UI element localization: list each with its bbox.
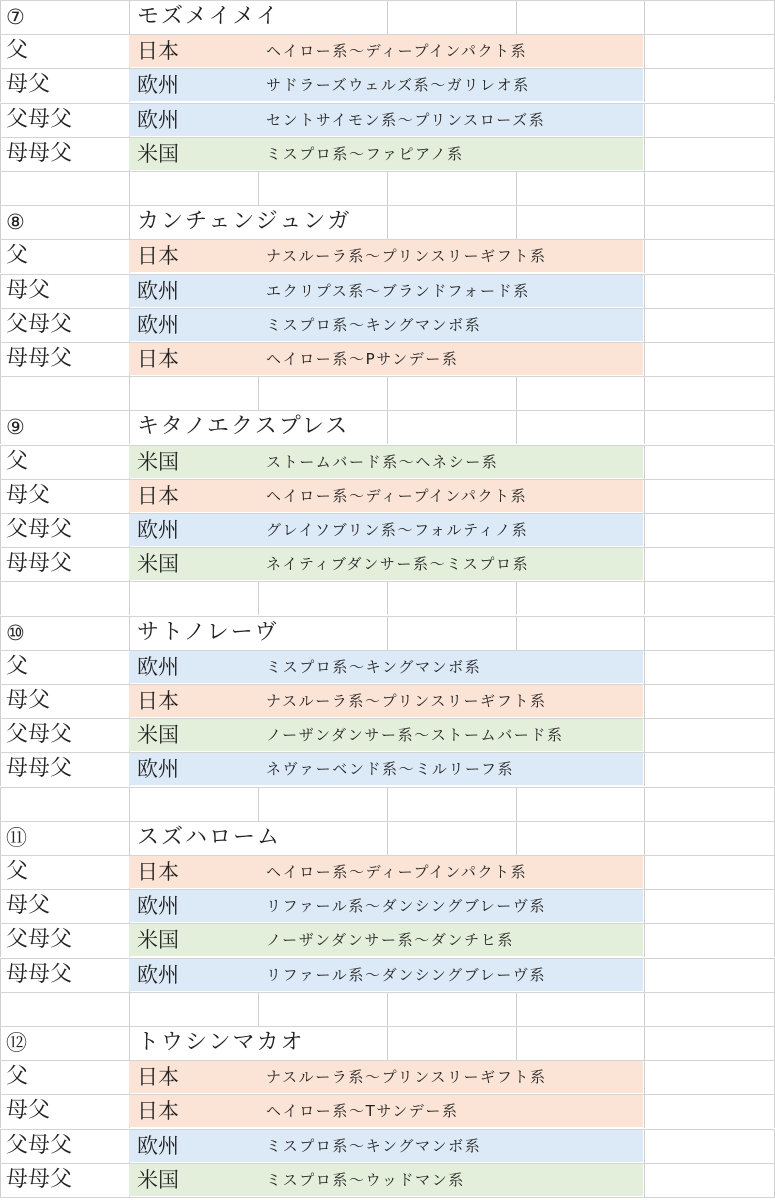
sire-line-label[interactable]: リファール系～ダンシングブレーヴ系 bbox=[266, 966, 547, 984]
grid-line bbox=[0, 171, 1, 205]
grid-line bbox=[0, 445, 1, 479]
row-border bbox=[0, 445, 775, 446]
sire-line-label[interactable]: ナスルーラ系～プリンスリーギフト系 bbox=[266, 247, 547, 265]
grid-line bbox=[0, 718, 1, 752]
row-border bbox=[0, 479, 775, 480]
grid-line bbox=[644, 855, 645, 889]
region-label[interactable]: 欧州 bbox=[137, 1134, 179, 1158]
row-border bbox=[0, 171, 775, 172]
horse-header-row[interactable] bbox=[0, 410, 775, 444]
grid-line bbox=[0, 1026, 1, 1060]
grid-line bbox=[129, 616, 130, 650]
grid-line bbox=[644, 787, 645, 821]
role-label[interactable]: 父母父 bbox=[6, 1133, 73, 1158]
grid-line bbox=[516, 410, 517, 444]
horse-number[interactable]: ⑧ bbox=[6, 210, 25, 234]
horse-name[interactable]: サトノレーヴ bbox=[137, 620, 279, 645]
row-border bbox=[0, 1197, 775, 1198]
region-label[interactable]: 米国 bbox=[137, 552, 179, 576]
grid-line bbox=[129, 1026, 130, 1060]
pedigree-row[interactable] bbox=[0, 889, 775, 923]
grid-line bbox=[644, 650, 645, 684]
grid-line bbox=[0, 752, 1, 786]
grid-line bbox=[0, 103, 1, 137]
sire-line-label[interactable]: ヘイロー系～ディープインパクト系 bbox=[266, 863, 528, 881]
row-border bbox=[0, 581, 775, 582]
region-label[interactable]: 米国 bbox=[137, 723, 179, 747]
row-border bbox=[0, 889, 775, 890]
region-label[interactable]: 米国 bbox=[137, 928, 179, 952]
grid-line bbox=[0, 787, 1, 821]
sire-line-label[interactable]: グレイソブリン系～フォルティノ系 bbox=[266, 521, 529, 539]
grid-line bbox=[644, 171, 645, 205]
horse-number[interactable]: ⑩ bbox=[6, 621, 25, 645]
region-label[interactable]: 米国 bbox=[137, 142, 179, 166]
empty-row[interactable] bbox=[0, 992, 775, 1026]
region-label[interactable]: 日本 bbox=[137, 244, 179, 268]
row-border bbox=[0, 34, 775, 35]
row-border bbox=[0, 958, 775, 959]
row-border bbox=[0, 547, 775, 548]
grid-line bbox=[516, 992, 517, 1026]
sire-line-label[interactable]: ナスルーラ系～プリンスリーギフト系 bbox=[266, 692, 547, 710]
row-border bbox=[0, 616, 775, 617]
region-label[interactable]: 日本 bbox=[137, 484, 179, 508]
grid-line bbox=[0, 376, 1, 410]
role-label[interactable]: 母母父 bbox=[6, 551, 73, 576]
horse-name[interactable]: スズハローム bbox=[137, 825, 282, 850]
grid-line bbox=[0, 650, 1, 684]
empty-row[interactable] bbox=[0, 787, 775, 821]
row-border bbox=[0, 684, 775, 685]
role-label[interactable]: 父母父 bbox=[6, 517, 73, 542]
pedigree-row[interactable] bbox=[0, 1163, 775, 1197]
grid-line bbox=[129, 171, 130, 205]
grid-line bbox=[644, 992, 645, 1026]
region-label[interactable]: 日本 bbox=[137, 1099, 179, 1123]
pedigree-row[interactable] bbox=[0, 239, 775, 273]
pedigree-row[interactable] bbox=[0, 752, 775, 786]
pedigree-row[interactable] bbox=[0, 684, 775, 718]
sire-line-label[interactable]: サドラーズウェルズ系～ガリレオ系 bbox=[266, 76, 530, 94]
grid-line bbox=[387, 1026, 388, 1060]
horse-header-row[interactable] bbox=[0, 821, 775, 855]
row-border bbox=[0, 274, 775, 275]
region-label[interactable]: 日本 bbox=[137, 1065, 179, 1089]
role-label[interactable]: 母父 bbox=[6, 688, 51, 713]
row-border bbox=[0, 239, 775, 240]
grid-line bbox=[644, 513, 645, 547]
role-label[interactable]: 母父 bbox=[6, 893, 51, 918]
grid-line bbox=[644, 479, 645, 513]
row-border bbox=[0, 103, 775, 104]
pedigree-row[interactable] bbox=[0, 958, 775, 992]
row-border bbox=[0, 1129, 775, 1130]
grid-line bbox=[516, 581, 517, 615]
role-label[interactable]: 父 bbox=[6, 38, 29, 63]
grid-line bbox=[0, 479, 1, 513]
grid-line bbox=[644, 239, 645, 273]
grid-line bbox=[644, 103, 645, 137]
region-label[interactable]: 米国 bbox=[137, 450, 179, 474]
horse-number[interactable]: ⑫ bbox=[6, 1031, 27, 1055]
horse-header-row[interactable] bbox=[0, 1026, 775, 1060]
grid-line bbox=[644, 445, 645, 479]
grid-line bbox=[0, 1094, 1, 1128]
sire-line-label[interactable]: ヘイロー系～ディープインパクト系 bbox=[266, 42, 528, 60]
grid-line bbox=[644, 1060, 645, 1094]
grid-line bbox=[0, 923, 1, 957]
pedigree-row[interactable] bbox=[0, 342, 775, 376]
region-label[interactable]: 欧州 bbox=[137, 655, 179, 679]
row-border bbox=[0, 718, 775, 719]
sire-line-label[interactable]: ミスプロ系～キングマンボ系 bbox=[266, 658, 482, 676]
grid-line bbox=[516, 376, 517, 410]
grid-line bbox=[644, 616, 645, 650]
role-label[interactable]: 父 bbox=[6, 859, 29, 884]
row-border bbox=[0, 342, 775, 343]
grid-line bbox=[258, 581, 259, 615]
role-label[interactable]: 父母父 bbox=[6, 107, 73, 132]
grid-line bbox=[0, 0, 1, 34]
pedigree-row[interactable] bbox=[0, 650, 775, 684]
row-border bbox=[0, 513, 775, 514]
role-label[interactable]: 父母父 bbox=[6, 722, 73, 747]
grid-line bbox=[516, 787, 517, 821]
grid-line bbox=[0, 684, 1, 718]
grid-line bbox=[644, 889, 645, 923]
region-label[interactable]: 日本 bbox=[137, 860, 179, 884]
role-label[interactable]: 父 bbox=[6, 1064, 29, 1089]
grid-line bbox=[258, 376, 259, 410]
row-border bbox=[0, 376, 775, 377]
sire-line-label[interactable]: ストームバード系～ヘネシー系 bbox=[266, 453, 499, 471]
grid-line bbox=[0, 239, 1, 273]
region-label[interactable]: 欧州 bbox=[137, 894, 179, 918]
grid-line bbox=[129, 0, 130, 34]
grid-line bbox=[0, 308, 1, 342]
horse-header-row[interactable] bbox=[0, 616, 775, 650]
pedigree-row[interactable] bbox=[0, 923, 775, 957]
grid-line bbox=[644, 1129, 645, 1163]
grid-line bbox=[644, 137, 645, 171]
grid-line bbox=[644, 581, 645, 615]
region-label[interactable]: 欧州 bbox=[137, 279, 179, 303]
grid-line bbox=[644, 205, 645, 239]
grid-line bbox=[644, 342, 645, 376]
grid-line bbox=[516, 171, 517, 205]
sire-line-label[interactable]: ノーザンダンサー系～ダンチヒ系 bbox=[266, 931, 514, 949]
sire-line-label[interactable]: リファール系～ダンシングブレーヴ系 bbox=[266, 897, 547, 915]
empty-row[interactable] bbox=[0, 581, 775, 615]
empty-row[interactable] bbox=[0, 171, 775, 205]
region-label[interactable]: 日本 bbox=[137, 689, 179, 713]
row-border bbox=[0, 752, 775, 753]
grid-line bbox=[516, 821, 517, 855]
sire-line-label[interactable]: ミスプロ系～ファピアノ系 bbox=[266, 145, 464, 163]
row-border bbox=[0, 0, 775, 1]
grid-line bbox=[129, 205, 130, 239]
horse-number[interactable]: ⑦ bbox=[6, 5, 25, 29]
grid-line bbox=[129, 787, 130, 821]
horse-name[interactable]: トウシンマカオ bbox=[137, 1030, 305, 1055]
grid-line bbox=[0, 821, 1, 855]
grid-line bbox=[387, 171, 388, 205]
role-label[interactable]: 父 bbox=[6, 243, 29, 268]
grid-line bbox=[387, 376, 388, 410]
grid-line bbox=[129, 992, 130, 1026]
grid-line bbox=[0, 855, 1, 889]
grid-line bbox=[644, 376, 645, 410]
grid-line bbox=[0, 342, 1, 376]
grid-line bbox=[0, 992, 1, 1026]
grid-line bbox=[644, 684, 645, 718]
grid-line bbox=[644, 923, 645, 957]
pedigree-row[interactable] bbox=[0, 34, 775, 68]
grid-line bbox=[387, 205, 388, 239]
grid-line bbox=[644, 1163, 645, 1197]
grid-line bbox=[387, 616, 388, 650]
role-label[interactable]: 母母父 bbox=[6, 1167, 73, 1192]
horse-name[interactable]: キタノエクスプレス bbox=[137, 414, 350, 439]
grid-line bbox=[0, 1060, 1, 1094]
grid-line bbox=[129, 410, 130, 444]
sire-line-label[interactable]: ナスルーラ系～プリンスリーギフト系 bbox=[266, 1068, 547, 1086]
sire-line-label[interactable]: ネヴァーベンド系～ミルリーフ系 bbox=[266, 760, 515, 778]
row-border bbox=[0, 410, 775, 411]
grid-line bbox=[0, 137, 1, 171]
role-label[interactable]: 母母父 bbox=[6, 141, 73, 166]
role-label[interactable]: 母母父 bbox=[6, 756, 73, 781]
grid-line bbox=[644, 958, 645, 992]
grid-line bbox=[516, 1026, 517, 1060]
grid-line bbox=[644, 1026, 645, 1060]
grid-line bbox=[644, 34, 645, 68]
grid-line bbox=[0, 513, 1, 547]
grid-line bbox=[516, 205, 517, 239]
grid-line bbox=[387, 0, 388, 34]
grid-line bbox=[644, 752, 645, 786]
grid-line bbox=[644, 308, 645, 342]
sire-line-label[interactable]: ヘイロー系～Pサンデー系 bbox=[266, 350, 459, 368]
role-label[interactable]: 母母父 bbox=[6, 962, 73, 987]
grid-line bbox=[0, 581, 1, 615]
grid-line bbox=[387, 410, 388, 444]
grid-line bbox=[644, 821, 645, 855]
grid-line bbox=[129, 376, 130, 410]
grid-line bbox=[0, 1163, 1, 1197]
region-label[interactable]: 欧州 bbox=[137, 963, 179, 987]
horse-header-row[interactable] bbox=[0, 0, 775, 34]
region-label[interactable]: 欧州 bbox=[137, 757, 179, 781]
sire-line-label[interactable]: ヘイロー系～ディープインパクト系 bbox=[266, 487, 528, 505]
pedigree-row[interactable] bbox=[0, 68, 775, 102]
grid-line bbox=[0, 547, 1, 581]
grid-line bbox=[258, 787, 259, 821]
row-border bbox=[0, 923, 775, 924]
region-label[interactable]: 欧州 bbox=[137, 108, 179, 132]
role-label[interactable]: 母父 bbox=[6, 1098, 51, 1123]
role-label[interactable]: 父 bbox=[6, 654, 29, 679]
region-label[interactable]: 米国 bbox=[137, 1168, 179, 1192]
sire-line-label[interactable]: ミスプロ系～ウッドマン系 bbox=[266, 1171, 465, 1189]
grid-line bbox=[129, 821, 130, 855]
region-label[interactable]: 日本 bbox=[137, 347, 179, 371]
role-label[interactable]: 父母父 bbox=[6, 312, 73, 337]
grid-line bbox=[387, 992, 388, 1026]
pedigree-row[interactable] bbox=[0, 445, 775, 479]
region-label[interactable]: 欧州 bbox=[137, 313, 179, 337]
sire-line-label[interactable]: ネイティブダンサー系～ミスプロ系 bbox=[266, 555, 530, 573]
region-label[interactable]: 日本 bbox=[137, 39, 179, 63]
grid-line bbox=[0, 274, 1, 308]
pedigree-row[interactable] bbox=[0, 479, 775, 513]
grid-line bbox=[0, 410, 1, 444]
grid-line bbox=[644, 1094, 645, 1128]
grid-line bbox=[387, 787, 388, 821]
pedigree-row[interactable] bbox=[0, 1060, 775, 1094]
grid-line bbox=[516, 0, 517, 34]
grid-line bbox=[0, 889, 1, 923]
sire-line-label[interactable]: セントサイモン系～プリンスローズ系 bbox=[266, 111, 546, 129]
row-border bbox=[0, 787, 775, 788]
grid-line bbox=[0, 205, 1, 239]
role-label[interactable]: 母父 bbox=[6, 278, 51, 303]
grid-line bbox=[0, 1129, 1, 1163]
row-border bbox=[0, 1026, 775, 1027]
pedigree-row[interactable] bbox=[0, 513, 775, 547]
row-border bbox=[0, 821, 775, 822]
row-border bbox=[0, 1163, 775, 1164]
role-label[interactable]: 父 bbox=[6, 449, 29, 474]
horse-number[interactable]: ⑪ bbox=[6, 826, 27, 850]
row-border bbox=[0, 68, 775, 69]
grid-line bbox=[644, 410, 645, 444]
grid-line bbox=[0, 34, 1, 68]
row-border bbox=[0, 308, 775, 309]
grid-line bbox=[516, 616, 517, 650]
grid-line bbox=[258, 171, 259, 205]
pedigree-row[interactable] bbox=[0, 547, 775, 581]
grid-line bbox=[0, 68, 1, 102]
sire-line-label[interactable]: エクリプス系～ブランドフォード系 bbox=[266, 282, 530, 300]
region-label[interactable]: 欧州 bbox=[137, 518, 179, 542]
grid-line bbox=[129, 581, 130, 615]
grid-line bbox=[258, 992, 259, 1026]
pedigree-row[interactable] bbox=[0, 718, 775, 752]
role-label[interactable]: 父母父 bbox=[6, 927, 73, 952]
empty-row[interactable] bbox=[0, 376, 775, 410]
grid-line bbox=[387, 581, 388, 615]
grid-line bbox=[0, 958, 1, 992]
role-label[interactable]: 母母父 bbox=[6, 346, 73, 371]
grid-line bbox=[644, 274, 645, 308]
grid-line bbox=[387, 821, 388, 855]
row-border bbox=[0, 205, 775, 206]
row-border bbox=[0, 650, 775, 651]
grid-line bbox=[644, 68, 645, 102]
role-label[interactable]: 母父 bbox=[6, 483, 51, 508]
sire-line-label[interactable]: ミスプロ系～キングマンボ系 bbox=[266, 1137, 482, 1155]
pedigree-row[interactable] bbox=[0, 137, 775, 171]
row-border bbox=[0, 137, 775, 138]
horse-name[interactable]: カンチェンジュンガ bbox=[137, 209, 352, 234]
row-border bbox=[0, 855, 775, 856]
horse-number[interactable]: ⑨ bbox=[6, 415, 25, 439]
region-label[interactable]: 欧州 bbox=[137, 73, 179, 97]
pedigree-row[interactable] bbox=[0, 1094, 775, 1128]
row-border bbox=[0, 1060, 775, 1061]
sire-line-label[interactable]: ミスプロ系～キングマンボ系 bbox=[266, 316, 482, 334]
pedigree-row[interactable] bbox=[0, 103, 775, 137]
grid-line bbox=[644, 718, 645, 752]
pedigree-row[interactable] bbox=[0, 1129, 775, 1163]
row-border bbox=[0, 992, 775, 993]
sire-line-label[interactable]: ヘイロー系～Tサンデー系 bbox=[266, 1102, 459, 1120]
row-border bbox=[0, 1094, 775, 1095]
pedigree-row[interactable] bbox=[0, 274, 775, 308]
grid-line bbox=[644, 547, 645, 581]
pedigree-row[interactable] bbox=[0, 308, 775, 342]
role-label[interactable]: 母父 bbox=[6, 72, 51, 97]
grid-line bbox=[644, 0, 645, 34]
horse-header-row[interactable] bbox=[0, 205, 775, 239]
horse-name[interactable]: モズメイメイ bbox=[137, 4, 280, 29]
sire-line-label[interactable]: ノーザンダンサー系～ストームバード系 bbox=[266, 726, 564, 744]
grid-line bbox=[0, 616, 1, 650]
pedigree-row[interactable] bbox=[0, 855, 775, 889]
